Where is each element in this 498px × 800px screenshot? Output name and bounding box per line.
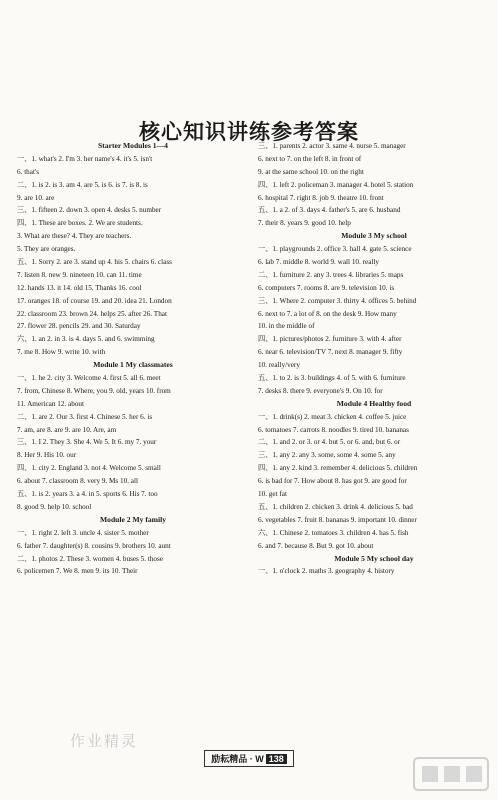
right-answer-line: 三、1. Where 2. computer 3. thirty 4. offices 5. behind bbox=[258, 296, 417, 305]
left-answer-line: 一、1. right 2. left 3. uncle 4. sister 5. mother bbox=[17, 528, 149, 537]
right-answer-line: 二、1. furniture 2. any 3. trees 4. libraries 5. maps bbox=[258, 270, 404, 279]
left-answer-line: 9. are 10. are bbox=[17, 193, 55, 202]
left-answer-line: 三、1. fifteen 2. down 3. open 4. desks 5. number bbox=[17, 206, 162, 215]
stamp-watermark: 作业精灵 bbox=[70, 732, 139, 750]
left-answer-line: 二、1. are 2. Our 3. first 4. Chinese 5. her 6. is bbox=[17, 412, 153, 421]
right-answer-line: 6. tomatoes 7. carrots 8. noodles 9. tired 10. bananas bbox=[258, 425, 409, 434]
right-answer-line: 六、1. Chinese 2. tomatoes 3. children 4. has 5. fish bbox=[258, 528, 409, 537]
left-answer-line: 7. am, are 8. are 9. are 10. Are, am bbox=[17, 425, 117, 434]
right-answer-line: 三、1. any 2. any 3. some, some 4. some 5. any bbox=[258, 451, 396, 460]
page-title: 核心知识讲练参考答案 bbox=[139, 119, 359, 144]
right-answer-line: 10. in the middle of bbox=[258, 322, 315, 331]
right-answer-line: 6. computers 7. rooms 8. are 9. television 10. is bbox=[258, 283, 395, 292]
left-answer-line: 27. flower 28. pencils 29. and 30. Saturday bbox=[17, 322, 141, 331]
right-answer-line: 四、1. any 2. kind 3. remember 4. delicious 5. children bbox=[258, 464, 418, 473]
left-answer-line: 17. oranges 18. of course 19. and 20. idea 21. London bbox=[17, 296, 172, 305]
right-answer-line: 7. their 8. years 9. good 10. help bbox=[258, 219, 351, 228]
right-answer-line: 6. next to 7. a lot of 8. on the desk 9. How many bbox=[258, 309, 397, 318]
left-answer-line: 6. that's bbox=[17, 167, 40, 176]
left-answer-line: 三、1. I 2. They 3. She 4. We 5. It 6. my 7. your bbox=[17, 438, 157, 447]
left-answer-line: 一、1. he 2. city 3. Welcome 4. first 5. all 6. meet bbox=[17, 374, 161, 383]
left-answer-line: 二、1. is 2. is 3. am 4. are 5. is 6. is 7. is 8. is bbox=[17, 180, 148, 189]
left-column bbox=[17, 140, 249, 578]
corner-logo-watermark bbox=[412, 754, 490, 794]
right-answer-line: 五、1. children 2. chicken 3. drink 4. delicious 5. bad bbox=[258, 502, 413, 511]
left-answer-line: 五、1. Sorry 2. are 3. stand up 4. his 5. chairs 6. class bbox=[17, 258, 172, 267]
left-answer-line: 四、1. city 2. England 3. not 4. Welcome 5. small bbox=[17, 464, 161, 473]
right-answer-line: 四、1. left 2. policeman 3. manager 4. hotel 5. station bbox=[258, 180, 414, 189]
left-answer-line: 6. about 7. classroom 8. very 9. Ms 10. all bbox=[17, 477, 138, 486]
right-section-heading: Module 4 Healthy food bbox=[336, 398, 412, 408]
left-answer-line: 7. listen 8. new 9. nineteen 10. can 11. time bbox=[17, 270, 142, 279]
left-answer-line: 3. What are these? 4. They are teachers. bbox=[17, 232, 132, 241]
left-section-heading: Module 2 My family bbox=[99, 514, 166, 524]
right-answer-line: 一、1. drink(s) 2. meat 3. chicken 4. coffee 5. juice bbox=[258, 412, 407, 421]
right-answer-line: 四、1. pictures/photos 2. furniture 3. with 4. after bbox=[258, 335, 402, 344]
right-answer-line: 6. vegetables 7. fruit 8. bananas 9. important 10. dinner bbox=[258, 515, 417, 524]
right-answer-line: 6. next to 7. on the left 8. in front of bbox=[258, 154, 362, 163]
right-answer-line: 7. desks 8. there 9. everyone's 9. On 10. for bbox=[258, 386, 383, 395]
left-answer-line: 5. They are oranges. bbox=[17, 245, 76, 254]
right-section-heading: Module 5 My school day bbox=[334, 553, 414, 563]
left-answer-line: 6. father 7. daughter(s) 8. cousins 9. brothers 10. aunt bbox=[17, 541, 171, 550]
right-answer-line: 一、1. o'clock 2. maths 3. geography 4. history bbox=[258, 567, 395, 576]
right-answer-line: 三、1. parents 2. actor 3. same 4. nurse 5. manager bbox=[258, 142, 406, 150]
page-badge bbox=[204, 750, 294, 767]
left-answer-line: 11. American 12. about bbox=[17, 399, 84, 408]
left-answer-line: 12. hands 13. it 14. old 15. Thanks 16. cool bbox=[17, 283, 142, 292]
right-answer-line: 9. at the same school 10. on the right bbox=[258, 167, 364, 176]
brand-label: 励耘精品 · W bbox=[211, 754, 264, 764]
left-answer-line: 6. policemen 7. We 8. men 9. its 10. Their bbox=[17, 567, 138, 576]
left-section-heading: Module 1 My classmates bbox=[93, 360, 173, 370]
left-section-heading: Starter Modules 1—4 bbox=[98, 141, 168, 150]
right-answer-line: 二、1. and 2. or 3. or 4. but 5. or 6. and, but 6. or bbox=[258, 438, 401, 447]
left-answer-line: 五、1. is 2. years 3. a 4. in 5. sports 6. His 7. too bbox=[17, 490, 158, 499]
right-column bbox=[258, 140, 490, 578]
right-answer-line: 五、1. to 2. is 3. buildings 4. of 5. with 6. furniture bbox=[258, 374, 406, 383]
right-answer-line: 10. get fat bbox=[258, 490, 287, 499]
right-answer-line: 6. lab 7. middle 8. world 9. wall 10. really bbox=[258, 258, 379, 267]
right-answer-line: 10. really/very bbox=[258, 361, 300, 370]
right-answer-line: 6. and 7. because 8. But 9. got 10. about bbox=[258, 541, 374, 550]
left-answer-line: 8. Her 9. His 10. our bbox=[17, 451, 77, 460]
left-answer-line: 22. classroom 23. brown 24. helps 25. after 26. That bbox=[17, 309, 167, 318]
right-answer-line: 6. is bad for 7. How about 8. has got 9. are good for bbox=[258, 477, 407, 486]
right-answer-line: 6. hospital 7. right 8. job 9. theatre 10. front bbox=[258, 193, 384, 202]
right-answer-line: 一、1. playgrounds 2. office 3. hall 4. gate 5. science bbox=[258, 245, 412, 254]
left-answer-line: 7. from, Chinese 8. Where, you 9. old, years 10. from bbox=[17, 386, 171, 395]
left-answer-line: 7. me 8. How 9. write 10. with bbox=[17, 348, 106, 357]
left-answer-line: 六、1. an 2. in 3. is 4. days 5. and 6. swimming bbox=[17, 335, 155, 344]
left-answer-line: 一、1. what's 2. I'm 3. her name's 4. it's 5. isn't bbox=[17, 154, 153, 163]
page-number: 138 bbox=[266, 754, 287, 764]
right-section-heading: Module 3 My school bbox=[341, 231, 407, 241]
left-answer-line: 二、1. photos 2. These 3. women 4. buses 5. those bbox=[17, 554, 164, 563]
right-answer-line: 五、1. a 2. of 3. days 4. father's 5. are 6. husband bbox=[258, 206, 401, 215]
left-answer-line: 8. good 9. help 10. school bbox=[17, 502, 92, 511]
right-answer-line: 6. near 6. television/TV 7. next 8. manager 9. fifty bbox=[258, 348, 403, 357]
left-answer-line: 四、1. These are boxes. 2. We are students. bbox=[17, 219, 143, 228]
